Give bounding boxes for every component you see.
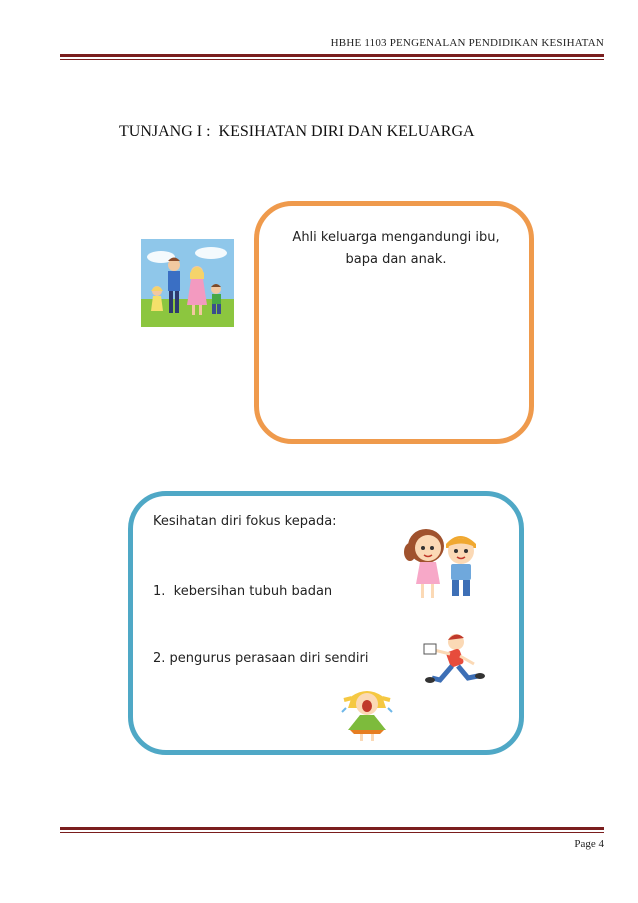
personal-health-item-1: 1. kebersihan tubuh badan bbox=[153, 584, 333, 599]
section-title: TUNJANG I : KESIHATAN DIRI DAN KELUARGA bbox=[119, 123, 475, 140]
family-illustration bbox=[141, 239, 234, 327]
family-info-text bbox=[270, 227, 522, 271]
family-info-line-2: bapa dan anak. bbox=[345, 252, 447, 267]
personal-health-item-2: 2. pengurus perasaan diri sendiri bbox=[153, 651, 369, 666]
footer-rule-thick bbox=[60, 827, 604, 830]
header-rule-thick bbox=[60, 54, 604, 57]
header-rule-thin bbox=[60, 59, 604, 60]
crying-girl-illustration bbox=[336, 686, 398, 742]
family-info-line-1: Ahli keluarga mengandungi ibu, bbox=[292, 230, 500, 245]
header-title: HBHE 1103 PENGENALAN PENDIDIKAN KESIHATAN bbox=[330, 37, 604, 49]
children-illustration bbox=[400, 524, 486, 602]
personal-health-intro: Kesihatan diri fokus kepada: bbox=[153, 514, 337, 529]
stressed-runner-illustration bbox=[414, 630, 488, 692]
footer-rule-thin bbox=[60, 832, 604, 833]
page-number: Page 4 bbox=[574, 838, 604, 850]
